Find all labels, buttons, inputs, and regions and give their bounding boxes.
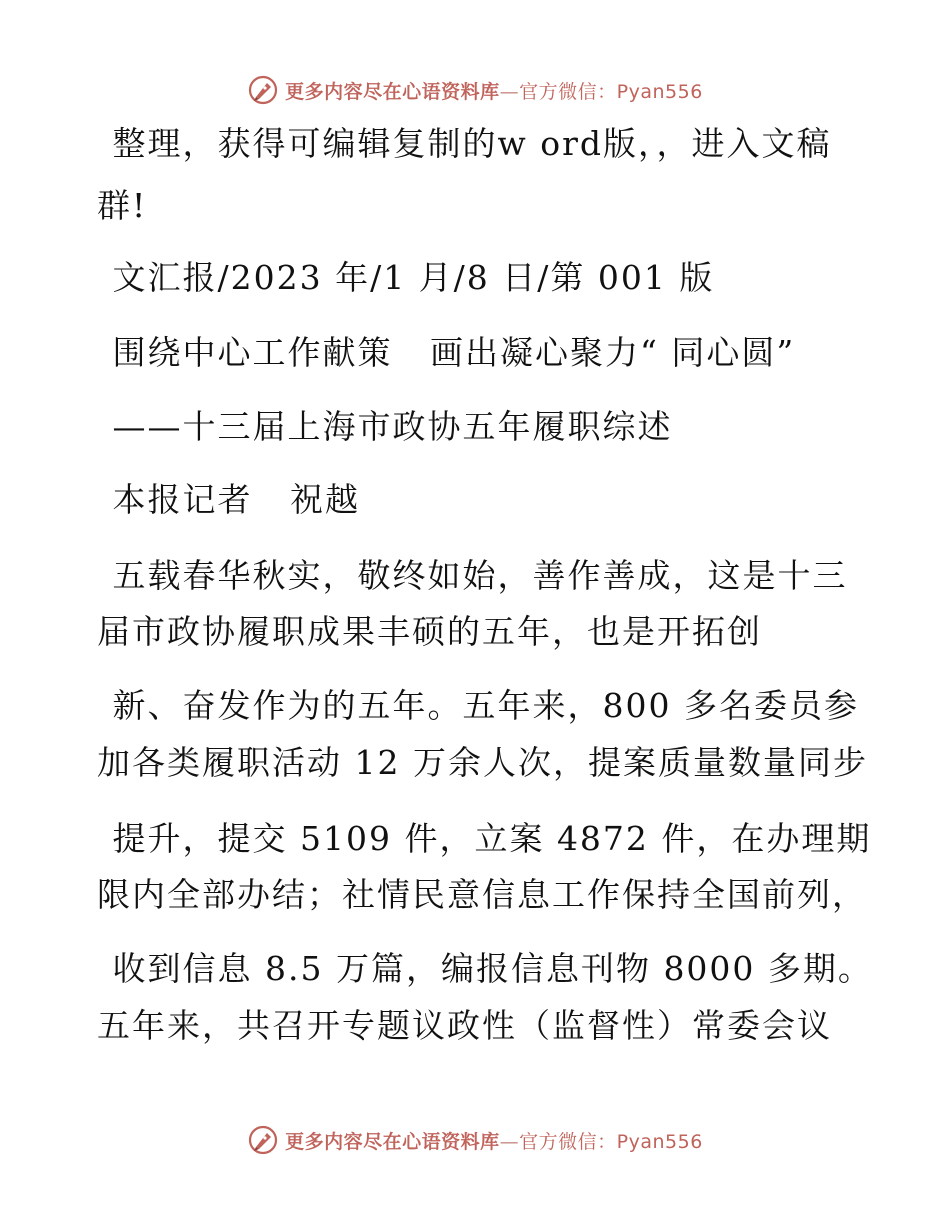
banner-main-text: 更多内容尽在心语资料库 (285, 80, 500, 103)
doc-line: 整理，获得可编辑复制的w ord版，，进入文稿 (100, 124, 832, 163)
doc-line: 新、奋发作为的五年。五年来，800 多名委员参 (100, 686, 859, 725)
footer-banner (0, 1120, 950, 1160)
pen-nib-circle-icon (247, 1124, 279, 1156)
doc-line: 限内全部办结；社情民意信息工作保持全国前列， (97, 875, 867, 914)
doc-line: 本报记者 祝越 (100, 480, 360, 519)
doc-line: 五载春华秋实，敬终如始，善作善成，这是十三 (100, 556, 848, 595)
doc-line: 收到信息 8.5 万篇，编报信息刊物 8000 多期。 (100, 949, 873, 988)
banner-wechat-text: 官方微信：Pyan556 (519, 1130, 703, 1153)
banner-separator: — (499, 1130, 520, 1153)
doc-line: 届市政协履职成果丰硕的五年，也是开拓创 (97, 612, 762, 651)
doc-line: 群! (97, 186, 148, 225)
doc-line: 提升，提交 5109 件，立案 4872 件，在办理期 (100, 819, 872, 858)
banner-text (285, 1127, 703, 1154)
doc-line: 五年来，共召开专题议政性（监督性）常委会议 (97, 1006, 832, 1045)
doc-line: 加各类履职活动 12 万余人次，提案质量数量同步 (97, 743, 868, 782)
banner-separator: — (499, 80, 520, 103)
doc-line: ——十三届上海市政协五年履职综述 (100, 407, 673, 446)
banner-main-text: 更多内容尽在心语资料库 (285, 1130, 500, 1153)
doc-line: 围绕中心工作献策 画出凝心聚力“ 同心圆” (100, 333, 796, 372)
doc-line: 文汇报/2023 年/1 月/8 日/第 001 版 (100, 258, 715, 297)
banner-wechat-text: 官方微信：Pyan556 (519, 80, 703, 103)
